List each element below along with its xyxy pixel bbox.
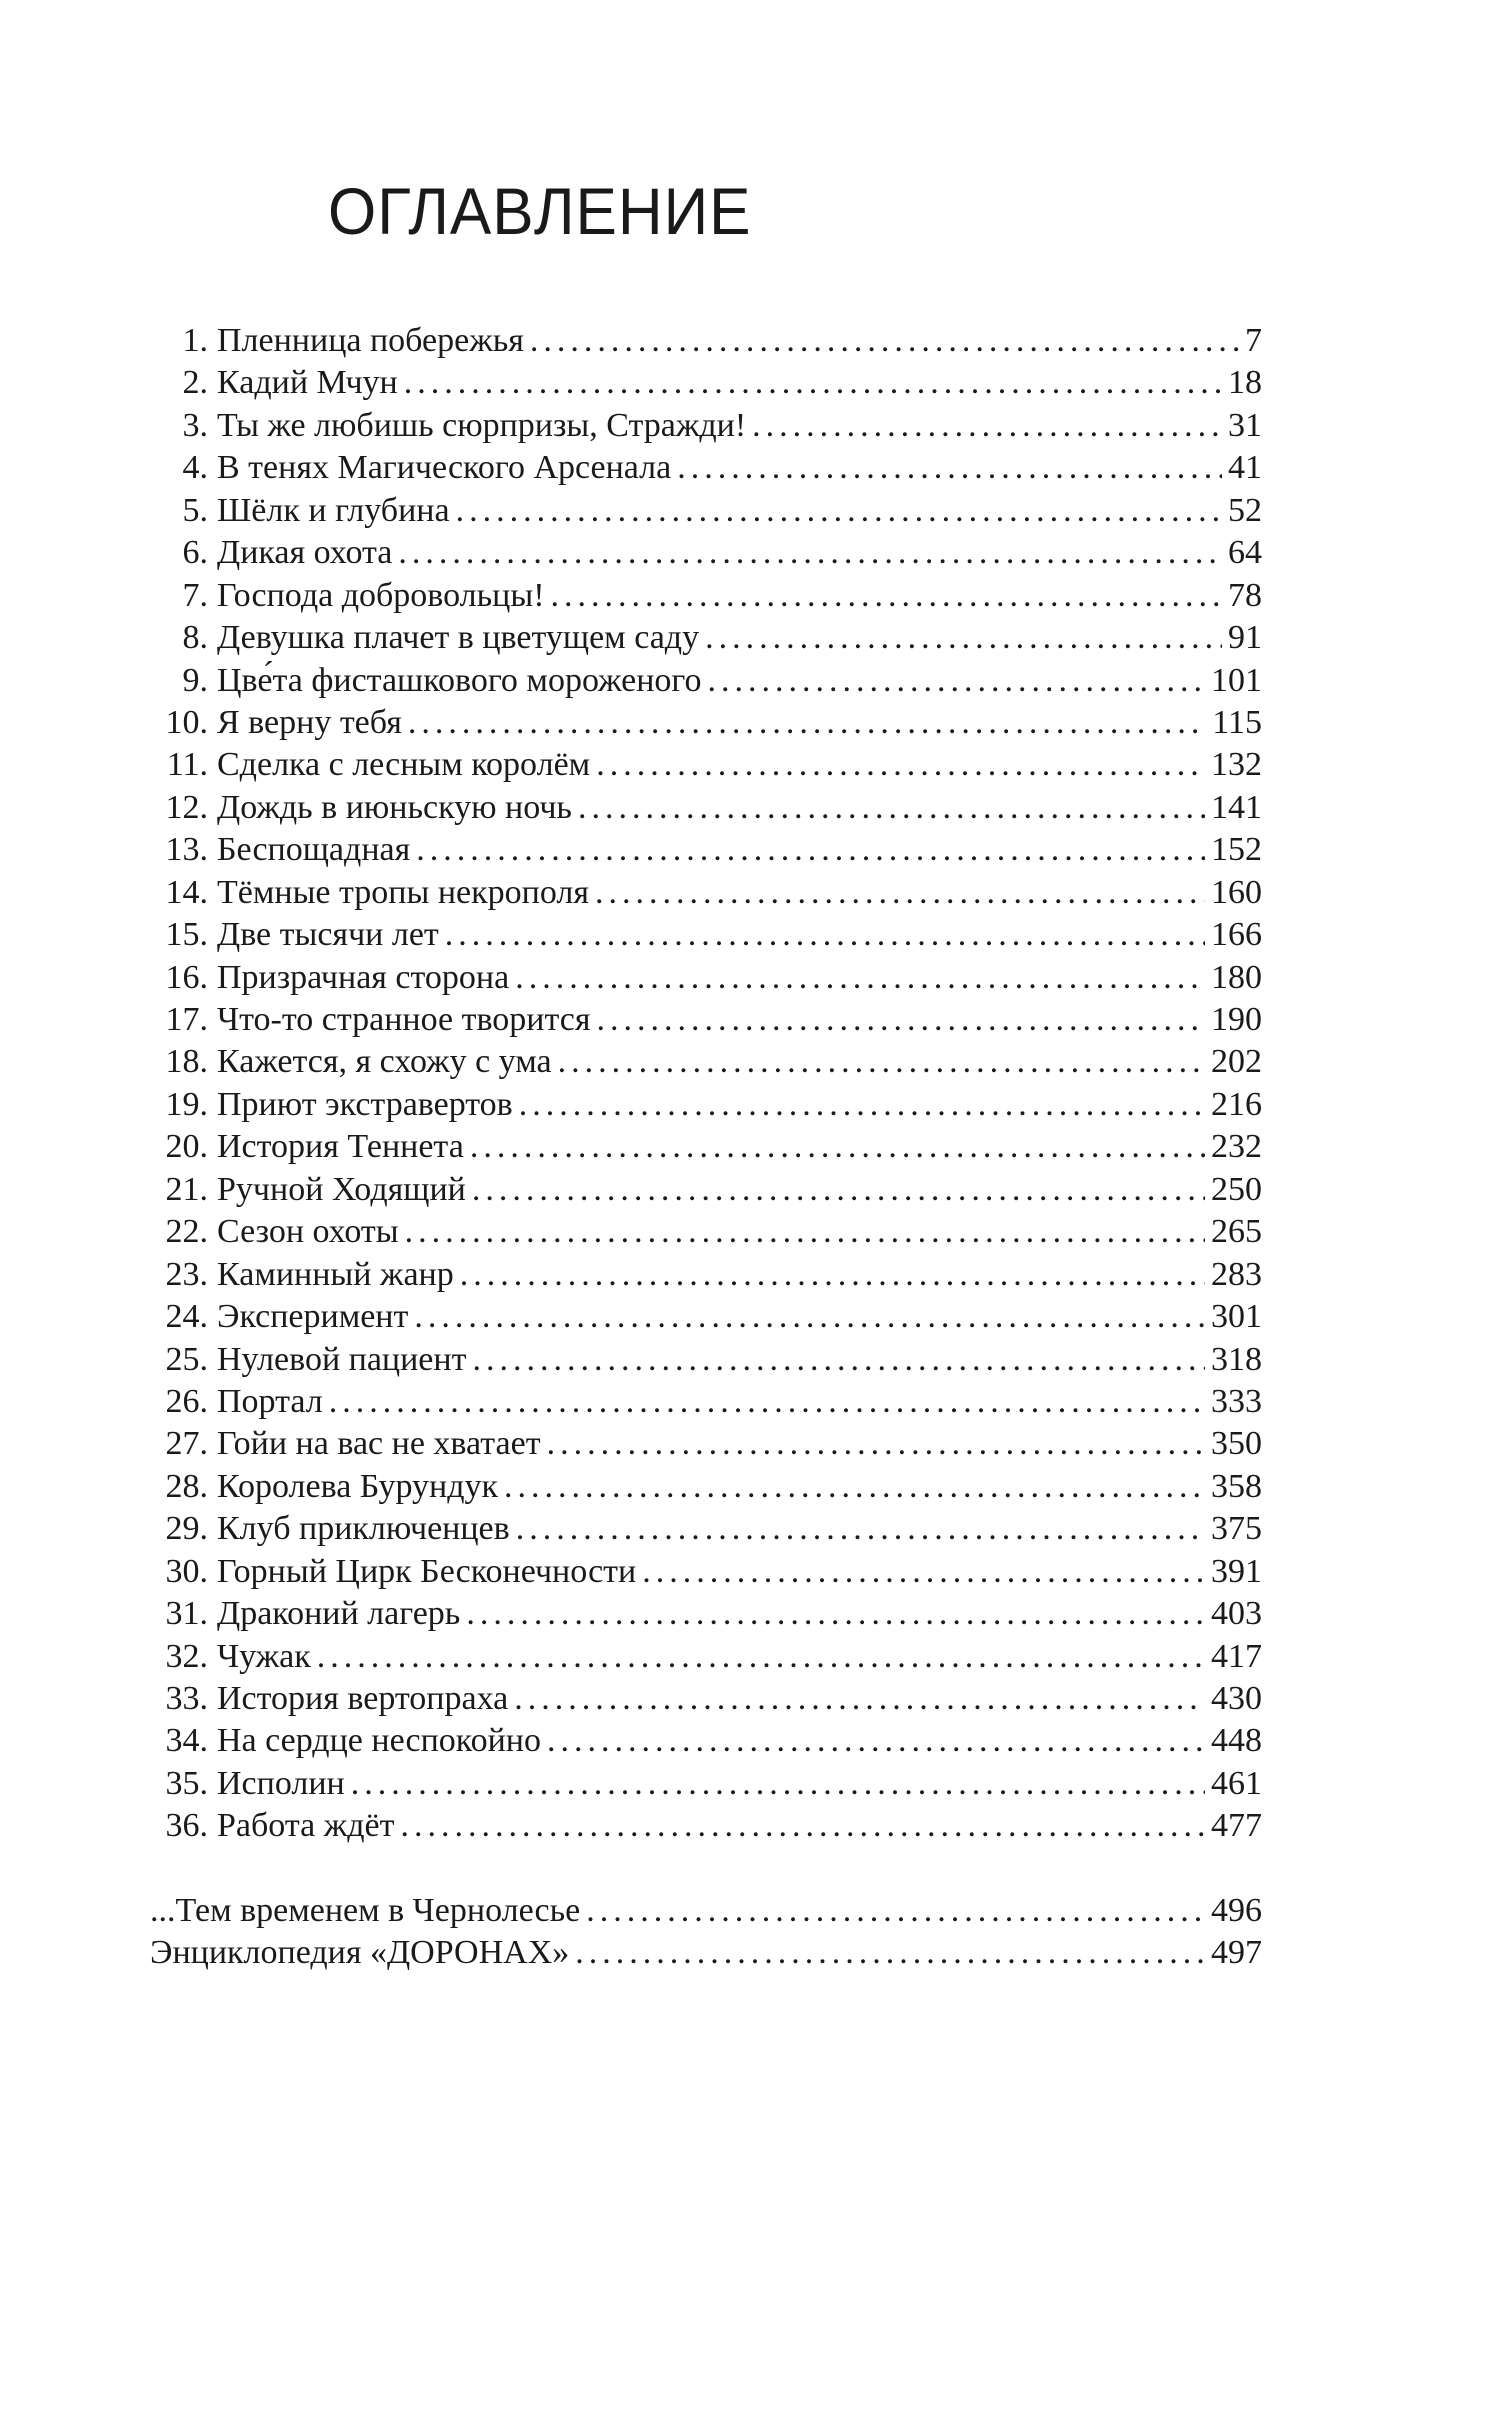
toc-entry xyxy=(150,702,1262,744)
chapter-title: Девушка плачет в цветущем саду xyxy=(217,619,700,657)
chapter-title: Портал xyxy=(217,1382,323,1420)
chapter-title: Клуб приключенцев xyxy=(217,1510,510,1548)
chapter-number: 22. xyxy=(165,1213,208,1251)
toc-entry xyxy=(150,362,1262,404)
page-number: 448 xyxy=(1211,1722,1262,1760)
dot-leader xyxy=(595,872,1205,914)
chapter-title: Нулевой пациент xyxy=(217,1340,467,1378)
toc-appendices xyxy=(150,1890,1262,1975)
page-number: 250 xyxy=(1211,1170,1262,1208)
dot-leader xyxy=(456,490,1222,532)
dot-leader xyxy=(329,1381,1205,1423)
chapter-title: Две тысячи лет xyxy=(217,916,439,954)
toc-entry xyxy=(150,320,1262,362)
dot-leader xyxy=(514,1678,1205,1720)
page-number: 391 xyxy=(1211,1552,1262,1590)
page-number: 477 xyxy=(1211,1807,1262,1845)
toc-entry xyxy=(150,1551,1262,1593)
chapter-number: 1. xyxy=(182,322,208,359)
dot-leader xyxy=(405,1211,1205,1253)
chapter-title: Шёлк и глубина xyxy=(217,491,450,529)
page-number: 190 xyxy=(1211,1001,1262,1038)
dot-leader xyxy=(705,617,1222,659)
chapter-title: Цве́та фисташкового мороженого xyxy=(217,661,702,699)
chapter-title: Ты же любишь сюрпризы, Стражди! xyxy=(217,406,747,444)
chapter-title: Дождь в июньскую ночь xyxy=(217,788,572,826)
chapter-number: 25. xyxy=(165,1340,208,1378)
chapter-title: История Теннета xyxy=(217,1128,464,1166)
dot-leader xyxy=(708,660,1205,702)
dot-leader xyxy=(504,1466,1205,1508)
page-number: 152 xyxy=(1211,831,1262,869)
dot-leader xyxy=(400,1805,1205,1847)
page-number: 358 xyxy=(1211,1467,1262,1505)
page-number: 78 xyxy=(1228,576,1262,614)
chapter-title: Дикая охота xyxy=(217,534,393,572)
toc-entry xyxy=(150,1763,1262,1805)
dot-leader xyxy=(317,1636,1205,1678)
page-number: 350 xyxy=(1211,1425,1262,1463)
chapter-title: Драконий лагерь xyxy=(217,1595,461,1633)
chapter-number: 13. xyxy=(165,831,208,869)
dot-leader xyxy=(414,1296,1205,1338)
toc-entry xyxy=(150,1126,1262,1168)
chapter-title: В тенях Магического Арсенала xyxy=(217,449,672,487)
chapter-title: Призрачная сторона xyxy=(217,958,510,996)
page-number: 333 xyxy=(1211,1382,1262,1420)
chapter-title: Беспощадная xyxy=(217,831,411,869)
section-title: Энциклопедия «ДОРОНАХ» xyxy=(150,1934,570,1972)
dot-leader xyxy=(404,362,1222,404)
page-number: 160 xyxy=(1211,873,1262,911)
chapter-number: 19. xyxy=(165,1085,208,1123)
page-number: 132 xyxy=(1211,746,1262,784)
page-number: 318 xyxy=(1211,1340,1262,1378)
toc-entry xyxy=(150,1636,1262,1678)
chapter-number: 26. xyxy=(165,1382,208,1420)
chapter-title: Чужак xyxy=(217,1637,311,1675)
toc-entry xyxy=(150,1890,1262,1932)
toc-entry xyxy=(150,957,1262,999)
toc-entry xyxy=(150,1296,1262,1338)
page-number: 31 xyxy=(1228,406,1262,444)
page-number: 496 xyxy=(1211,1892,1262,1929)
chapter-number: 15. xyxy=(165,916,208,954)
toc-entry xyxy=(150,999,1262,1041)
chapter-number: 23. xyxy=(165,1255,208,1293)
toc-entry xyxy=(150,1593,1262,1635)
chapter-number: 9. xyxy=(182,661,208,699)
chapter-number: 4. xyxy=(182,449,208,487)
dot-leader xyxy=(519,1084,1205,1126)
chapter-number: 6. xyxy=(182,534,208,572)
page-number: 52 xyxy=(1228,491,1262,529)
page-number: 180 xyxy=(1211,958,1262,996)
toc-entry xyxy=(150,660,1262,702)
chapter-number: 35. xyxy=(165,1764,208,1802)
toc-entry xyxy=(150,405,1262,447)
page-number: 64 xyxy=(1228,534,1262,572)
chapter-title: Горный Цирк Бесконечности xyxy=(217,1552,637,1590)
chapter-number: 2. xyxy=(182,364,208,402)
page-number: 461 xyxy=(1211,1764,1262,1802)
chapter-title: Сезон охоты xyxy=(217,1213,399,1251)
dot-leader xyxy=(460,1254,1205,1296)
chapter-number: 12. xyxy=(165,788,208,826)
chapter-number: 36. xyxy=(165,1807,208,1845)
page-number: 497 xyxy=(1211,1934,1262,1972)
dot-leader xyxy=(551,575,1222,617)
page-number: 283 xyxy=(1211,1255,1262,1293)
page-number: 101 xyxy=(1211,661,1262,699)
dot-leader xyxy=(466,1593,1205,1635)
chapter-number: 20. xyxy=(165,1128,208,1166)
page-number: 202 xyxy=(1211,1043,1262,1081)
chapter-number: 28. xyxy=(165,1467,208,1505)
chapter-title: Я верну тебя xyxy=(217,703,402,741)
toc-entry xyxy=(150,532,1262,574)
chapter-title: На сердце неспокойно xyxy=(217,1722,541,1760)
chapter-number: 3. xyxy=(182,406,208,444)
toc-entry xyxy=(150,1254,1262,1296)
toc-entry xyxy=(150,447,1262,489)
chapter-title: Королева Бурундук xyxy=(217,1467,499,1505)
page-number: 7 xyxy=(1245,322,1262,359)
toc-entry xyxy=(150,1381,1262,1423)
toc-entry xyxy=(150,829,1262,871)
dot-leader xyxy=(586,1890,1205,1932)
chapter-number: 33. xyxy=(165,1680,208,1717)
chapter-number: 30. xyxy=(165,1552,208,1590)
chapter-number: 10. xyxy=(165,703,208,741)
toc-entry xyxy=(150,744,1262,786)
chapter-title: Эксперимент xyxy=(217,1298,409,1336)
chapter-number: 18. xyxy=(165,1043,208,1081)
dot-leader xyxy=(547,1423,1205,1465)
chapter-number: 16. xyxy=(165,958,208,996)
chapter-number: 24. xyxy=(165,1298,208,1336)
chapter-number: 32. xyxy=(165,1637,208,1675)
chapter-number: 27. xyxy=(165,1425,208,1463)
dot-leader xyxy=(575,1932,1205,1974)
chapter-number: 11. xyxy=(166,746,208,784)
toc-entry xyxy=(150,872,1262,914)
dot-leader xyxy=(578,787,1205,829)
page-number: 41 xyxy=(1228,449,1262,487)
page-number: 301 xyxy=(1211,1298,1262,1336)
chapter-title: Господа добровольцы! xyxy=(217,576,545,614)
toc-entry xyxy=(150,1169,1262,1211)
dot-leader xyxy=(351,1763,1205,1805)
dot-leader xyxy=(470,1126,1205,1168)
dot-leader xyxy=(596,999,1205,1041)
toc-entry xyxy=(150,1466,1262,1508)
chapter-title: Работа ждёт xyxy=(217,1807,395,1845)
chapter-title: История вертопраха xyxy=(217,1680,509,1717)
toc-entry xyxy=(150,617,1262,659)
toc-entry xyxy=(150,1339,1262,1381)
chapter-title: Пленница побережья xyxy=(217,322,524,359)
chapter-title: Приют экстравертов xyxy=(217,1085,513,1123)
chapter-title: Ручной Ходящий xyxy=(217,1170,466,1208)
chapter-title: Кадий Мчун xyxy=(217,364,398,402)
toc-entry xyxy=(150,1084,1262,1126)
toc-entry xyxy=(150,1932,1262,1974)
page-number: 91 xyxy=(1228,619,1262,657)
dot-leader xyxy=(530,320,1239,362)
page-number: 166 xyxy=(1211,916,1262,954)
chapter-number: 31. xyxy=(165,1595,208,1633)
chapter-number: 29. xyxy=(165,1510,208,1548)
dot-leader xyxy=(445,914,1205,956)
dot-leader xyxy=(547,1720,1205,1762)
dot-leader xyxy=(642,1551,1205,1593)
toc-entry xyxy=(150,575,1262,617)
toc-entry xyxy=(150,1805,1262,1847)
page-number: 232 xyxy=(1211,1128,1262,1166)
chapter-title: Гойи на вас не хватает xyxy=(217,1425,541,1463)
chapter-number: 14. xyxy=(165,873,208,911)
toc-entry xyxy=(150,787,1262,829)
toc-chapters xyxy=(150,320,1262,1848)
toc-entry xyxy=(150,490,1262,532)
toc-entry xyxy=(150,1508,1262,1550)
dot-leader xyxy=(752,405,1222,447)
dot-leader xyxy=(416,829,1205,871)
toc-entry xyxy=(150,1041,1262,1083)
toc-entry xyxy=(150,1423,1262,1465)
dot-leader xyxy=(516,1508,1205,1550)
chapter-title: Сделка с лесным королём xyxy=(217,746,591,784)
dot-leader xyxy=(398,532,1222,574)
chapter-title: Кажется, я схожу с ума xyxy=(217,1043,552,1081)
page-number: 216 xyxy=(1211,1085,1262,1123)
chapter-number: 7. xyxy=(182,576,208,614)
dot-leader xyxy=(472,1169,1205,1211)
chapter-title: Исполин xyxy=(217,1764,345,1802)
chapter-number: 17. xyxy=(165,1001,208,1038)
page-number: 115 xyxy=(1212,703,1262,741)
toc-entry xyxy=(150,914,1262,956)
chapter-number: 5. xyxy=(182,491,208,529)
page-number: 18 xyxy=(1228,364,1262,402)
chapter-title: Тёмные тропы некрополя xyxy=(217,873,589,911)
toc-entry xyxy=(150,1678,1262,1720)
chapter-number: 21. xyxy=(165,1170,208,1208)
page-number: 417 xyxy=(1211,1637,1262,1675)
dot-leader xyxy=(596,744,1205,786)
dot-leader xyxy=(677,447,1222,489)
dot-leader xyxy=(558,1041,1205,1083)
toc-entry xyxy=(150,1211,1262,1253)
section-title: ...Тем временем в Чернолесье xyxy=(150,1892,581,1929)
page-number: 403 xyxy=(1211,1595,1262,1633)
page-number: 430 xyxy=(1211,1680,1262,1717)
chapter-title: Что-то странное творится xyxy=(217,1001,591,1038)
dot-leader xyxy=(472,1339,1205,1381)
chapter-title: Каминный жанр xyxy=(217,1255,454,1293)
dot-leader xyxy=(515,957,1205,999)
chapter-number: 34. xyxy=(165,1722,208,1760)
page-title: ОГЛАВЛЕНИЕ xyxy=(328,174,752,248)
page-number: 375 xyxy=(1211,1510,1262,1548)
dot-leader xyxy=(408,702,1206,744)
page-number: 265 xyxy=(1211,1213,1262,1251)
toc-entry xyxy=(150,1720,1262,1762)
chapter-number: 8. xyxy=(182,619,208,657)
page-number: 141 xyxy=(1211,788,1262,826)
